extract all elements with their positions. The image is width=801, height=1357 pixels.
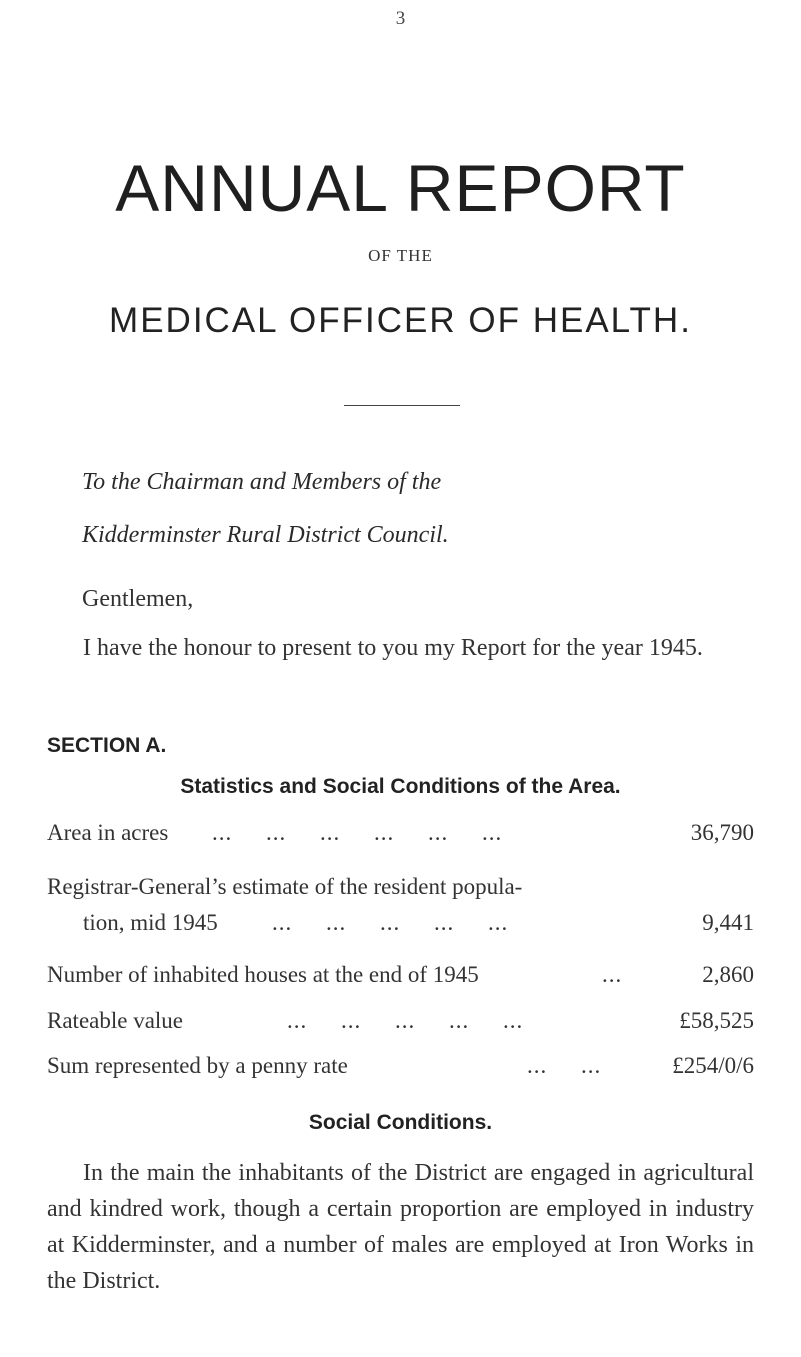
stat-value: 9,441 [702,910,754,935]
addressee-line-1: To the Chairman and Members of the [82,469,442,495]
section-heading: SECTION A. [47,734,167,757]
report-subtitle: MEDICAL OFFICER OF HEALTH. [109,301,692,340]
page-number: 3 [395,8,406,29]
stat-leader-dots: ... [602,962,623,987]
title-connector: OF THE [368,246,433,265]
stat-leader-dots: ... ... [527,1053,602,1078]
addressee-line-2: Kidderminster Rural District Council. [82,522,449,548]
title-divider [344,405,460,406]
stat-label: Registrar-General’s estimate of the resident popula- [47,874,523,899]
intro-paragraph: I have the honour to present to you my Report for the year 1945. [83,635,703,661]
stat-label: Sum represented by a penny rate [47,1053,348,1078]
report-title: ANNUAL REPORT [115,151,686,225]
stat-value: £58,525 [679,1008,754,1033]
social-heading: Social Conditions. [308,1111,493,1134]
stat-label: Rateable value [47,1008,184,1033]
stat-leader-dots: ... ... ... ... ... [272,910,509,935]
stat-label: Number of inhabited houses at the end of 1945 [47,962,479,987]
stat-value: 36,790 [690,820,754,845]
stat-leader-dots: ... ... ... ... ... ... [212,820,503,845]
stat-value: £254/0/6 [672,1053,754,1078]
social-paragraph: In the main the inhabitants of the District are engaged in agricultural and kindred work, though a certain proportion are employed in industry at Kidderminster, and a number of males are employed at Iron Works in the District. [47,1160,754,1294]
stat-value: 2,860 [702,962,754,987]
stat-label: Area in acres [47,820,169,845]
stat-label-continued: tion, mid 1945 [83,910,218,935]
stat-leader-dots: ... ... ... ... ... [287,1008,524,1033]
stats-heading: Statistics and Social Conditions of the Area. [180,775,621,798]
salutation: Gentlemen, [82,586,194,612]
